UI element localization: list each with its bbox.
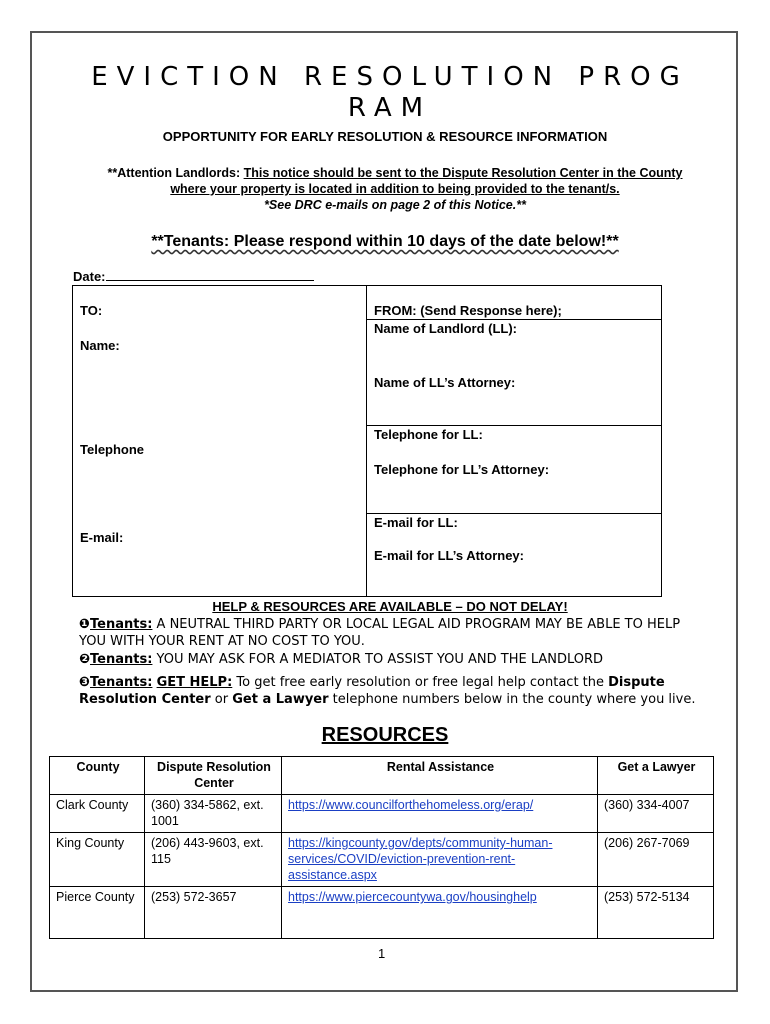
help-item-text: YOU MAY ASK FOR A MEDIATOR TO ASSIST YOU AND THE LANDLORD <box>152 652 604 667</box>
lawyer-phone-cell: (253) 572-5134 <box>598 887 714 939</box>
tenants-label: Tenants: <box>90 617 153 632</box>
date-label: Date: <box>73 269 106 284</box>
drc-reference: Dispute Resolution Center <box>79 675 665 707</box>
attention-drc-email-note: *See DRC e-mails on page 2 of this Notice.** <box>264 198 526 212</box>
get-help-label: GET HELP: <box>156 675 233 690</box>
contact-form-box <box>72 285 662 597</box>
document-subtitle: OPPORTUNITY FOR EARLY RESOLUTION & RESOURCE INFORMATION <box>162 129 608 144</box>
document-title <box>75 62 705 124</box>
tenants-respond-notice: **Tenants: Please respond within 10 days of the date below!** <box>151 233 619 250</box>
attorney-telephone-label: Telephone for LL’s Attorney: <box>374 462 550 477</box>
tenants-label: Tenants: <box>90 652 153 667</box>
number-one-icon: ❶ <box>79 617 91 632</box>
county-cell: Pierce County <box>50 887 145 939</box>
attorney-name-label: Name of LL’s Attorney: <box>374 375 516 390</box>
landlord-name-label: Name of Landlord (LL): <box>374 321 517 336</box>
to-label: TO: <box>80 303 103 318</box>
table-row <box>50 887 714 939</box>
lawyer-phone-cell: (206) 267-7069 <box>598 833 714 887</box>
help-resources-header: HELP & RESOURCES ARE AVAILABLE – DO NOT DELAY! <box>212 599 568 614</box>
help-item-text: A NEUTRAL THIRD PARTY OR LOCAL LEGAL AID PROGRAM MAY BE ABLE TO HELP YOU WITH YOUR RENT AT NO COST TO YOU. <box>79 617 681 649</box>
rental-assistance-link[interactable]: https://kingcounty.gov/depts/community-human-services/COVID/eviction-prevention-rent-assistance.aspx <box>282 833 598 887</box>
help-item-text: To get free early resolution or free legal help contact the <box>232 675 609 690</box>
form-divider-vertical <box>366 286 367 596</box>
rental-assistance-link[interactable]: https://www.piercecountywa.gov/housinghelp <box>282 887 598 939</box>
number-three-icon: ❸ <box>79 675 91 690</box>
from-label: FROM: (Send Response here); <box>374 303 562 318</box>
rental-assistance-link[interactable]: https://www.councilforthehomeless.org/erap/ <box>282 795 598 833</box>
table-row <box>50 795 714 833</box>
tenant-email-label: E-mail: <box>80 530 124 545</box>
tenant-name-label: Name: <box>80 338 120 353</box>
column-header: Get a Lawyer <box>598 757 714 795</box>
resources-title: RESOURCES <box>321 724 449 746</box>
lawyer-phone-cell: (360) 334-4007 <box>598 795 714 833</box>
help-item-text: or <box>210 691 233 707</box>
tenant-telephone-label: Telephone <box>80 442 145 457</box>
landlord-email-label: E-mail for LL: <box>374 515 458 530</box>
help-item-3 <box>79 675 704 708</box>
table-row <box>50 833 714 887</box>
column-header: Rental Assistance <box>282 757 598 795</box>
resources-table <box>49 756 714 939</box>
attention-underlined-text: This notice should be sent to the Dispute Resolution Center in the County where your property is located in addition to being provided to the tenant/s. <box>170 166 683 196</box>
drc-phone-cell: (360) 334-5862, ext. 1001 <box>145 795 282 833</box>
date-field <box>73 268 314 284</box>
tenants-label: Tenants: <box>90 675 153 690</box>
date-blank-line <box>106 268 314 281</box>
help-item-text: telephone numbers below in the county where you live. <box>328 691 696 707</box>
column-header: County <box>50 757 145 795</box>
drc-phone-cell: (253) 572-3657 <box>145 887 282 939</box>
landlord-telephone-label: Telephone for LL: <box>374 427 483 442</box>
title-line-1: EVICTION RESOLUTION PROG <box>91 62 689 92</box>
column-header: Dispute Resolution Center <box>145 757 282 795</box>
form-divider <box>366 513 661 514</box>
attention-prefix: **Attention Landlords: <box>107 166 244 180</box>
page-number: 1 <box>378 946 386 961</box>
county-cell: Clark County <box>50 795 145 833</box>
form-divider <box>366 425 661 426</box>
number-two-icon: ❷ <box>79 652 91 667</box>
drc-phone-cell: (206) 443-9603, ext. 115 <box>145 833 282 887</box>
title-line-2: RAM <box>347 93 433 123</box>
landlord-attention-notice <box>100 165 690 213</box>
form-divider <box>366 319 661 320</box>
help-item-1 <box>79 617 704 650</box>
county-cell: King County <box>50 833 145 887</box>
get-lawyer-reference: Get a Lawyer <box>232 691 329 707</box>
help-item-2 <box>79 652 704 669</box>
table-header-row <box>50 757 714 795</box>
attorney-email-label: E-mail for LL’s Attorney: <box>374 548 524 563</box>
